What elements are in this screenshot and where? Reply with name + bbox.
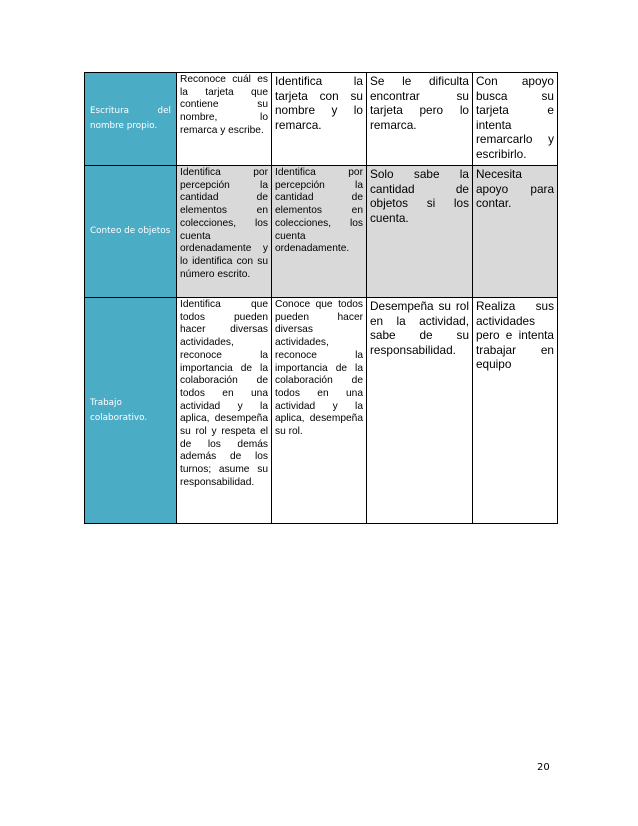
page-number: 20: [537, 762, 550, 773]
level-cell: Identifica la tarjeta con su nombre y lo remarca.: [272, 73, 367, 166]
level-cell: Necesita apoyo para contar.: [473, 166, 558, 298]
level-cell: Realiza sus actividades pero e intenta trabajar en equipo: [473, 298, 558, 524]
rubric-row-conteo: [85, 166, 558, 298]
rubric-table: [84, 72, 558, 524]
level-cell: Reconoce cuál es la tarjeta que contiene su nombre, lo remarca y escribe.: [177, 73, 272, 166]
criterion-cell: Conteo de objetos: [85, 166, 177, 298]
level-cell: Se le dificulta encontrar su tarjeta pero lo remarca.: [367, 73, 473, 166]
level-cell: Desempeña su rol en la actividad, sabe de su responsabilidad.: [367, 298, 473, 524]
level-cell: Identifica por percepción la cantidad de elementos en colecciones, los cuenta ordenadamente.: [272, 166, 367, 298]
criterion-cell: Trabajo colaborativo.: [85, 298, 177, 524]
level-cell: Identifica que todos pueden hacer diversas actividades, reconoce la importancia de la colaboración de todos en una actividad y la aplica, desempeña su rol y respeta el de los demás además de los turnos; asume su responsabilidad.: [177, 298, 272, 524]
level-cell: Solo sabe la cantidad de objetos si los cuenta.: [367, 166, 473, 298]
level-cell: Identifica por percepción la cantidad de elementos en colecciones, los cuenta ordenadamente y lo identifica con su número escrito.: [177, 166, 272, 298]
criterion-cell: Escritura del nombre propio.: [85, 73, 177, 166]
level-cell: Con apoyo busca su tarjeta e intenta remarcarlo y escribirlo.: [473, 73, 558, 166]
rubric-row-trabajo: [85, 298, 558, 524]
rubric-row-escritura: [85, 73, 558, 166]
level-cell: Conoce que todos pueden hacer diversas actividades, reconoce la importancia de la colaboración de todos en una actividad y la aplica, desempeña su rol.: [272, 298, 367, 524]
